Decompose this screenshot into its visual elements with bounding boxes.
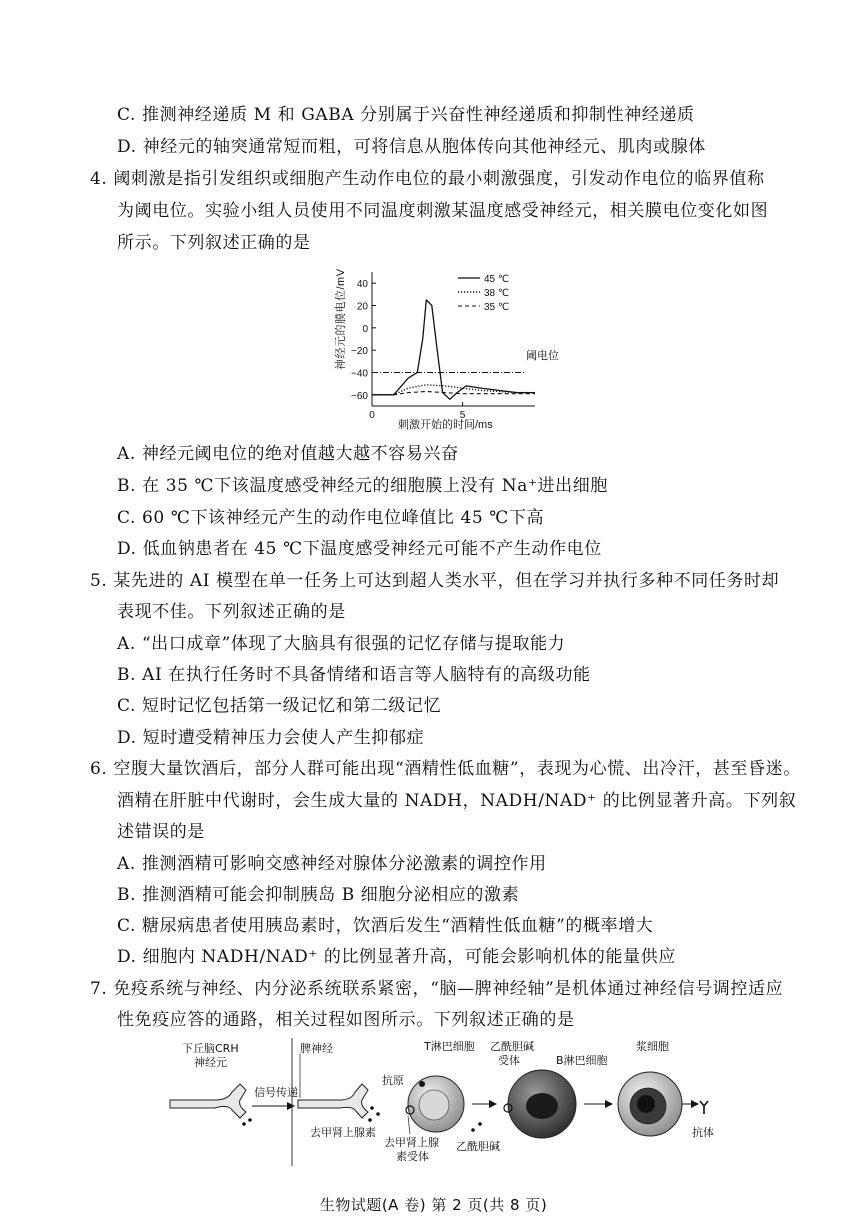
norepinephrine-label: 去甲肾上腺素 [310, 1126, 376, 1139]
ach-receptor-label-2: 受体 [498, 1054, 520, 1067]
option-3c: C. 推测神经递质 M 和 GABA 分别属于兴奋性神经递质和抑制性神经递质 [117, 105, 695, 125]
series-line-0 [372, 300, 535, 399]
antigen-label: 抗原 [382, 1074, 404, 1087]
x-tick-label: 0 [369, 410, 375, 421]
chart-series [372, 300, 535, 399]
y-tick-label: −20 [351, 346, 368, 358]
y-tick-label: 20 [356, 301, 368, 313]
page-footer: 生物试题(A 卷) 第 2 页(共 8 页) [319, 1196, 548, 1214]
option-3d: D. 神经元的轴突通常短而粗，可将信息从胞体传向其他神经元、肌肉或腺体 [117, 137, 706, 157]
y-tick-label: 40 [356, 279, 368, 291]
question-7-line-1: 7. 免疫系统与神经、内分泌系统联系紧密，“脑—脾神经轴”是机体通过神经信号调控适应 [90, 979, 784, 999]
plasma-cell-label: 浆细胞 [636, 1040, 669, 1053]
question-4-line-1: 4. 阈刺激是指引发组织或细胞产生动作电位的最小刺激强度，引发动作电位的临界值称 [90, 169, 765, 189]
antibody-label: 抗体 [692, 1126, 714, 1139]
question-6-line-1: 6. 空腹大量饮酒后，部分人群可能出现“酒精性低血糖”，表现为心慌、出冷汗，甚至昏迷。 [90, 759, 801, 779]
ach-receptor-label-1: 乙酰胆碱 [490, 1040, 534, 1053]
legend-label-1: 38 ℃ [484, 288, 510, 299]
question-4-line-2: 为阈电位。实验小组人员使用不同温度刺激某温度感受神经元，相关膜电位变化如图 [117, 201, 769, 221]
y-tick-label: −60 [351, 390, 368, 402]
question-5-line-2: 表现不佳。下列叙述正确的是 [117, 602, 346, 622]
legend-label-2: 35 ℃ [484, 302, 510, 313]
option-4b: B. 在 35 ℃下该温度感受神经元的细胞膜上没有 Na⁺进出细胞 [117, 476, 608, 496]
option-6b: B. 推测酒精可能会抑制胰岛 B 细胞分泌相应的激素 [117, 885, 520, 905]
threshold-label: 阈电位 [526, 350, 559, 362]
question-6-line-2: 酒精在肝脏中代谢时，会生成大量的 NADH，NADH/NAD⁺ 的比例显著升高。下列叙 [117, 791, 797, 811]
membrane-potential-chart [330, 260, 559, 440]
antibody-icon [700, 1101, 708, 1114]
t-lymphocyte [406, 1076, 464, 1132]
y-tick-label: −40 [351, 368, 368, 380]
ne-receptor-label-1: 去甲肾上腺 [384, 1136, 439, 1149]
y-axis-label: 神经元的膜电位/mV [335, 268, 347, 370]
option-4c: C. 60 ℃下该神经元产生的动作电位峰值比 45 ℃下高 [117, 508, 545, 528]
option-6d: D. 细胞内 NADH/NAD⁺ 的比例显著升高，可能会影响机体的能量供应 [117, 947, 676, 967]
splenic-nerve [298, 1084, 380, 1122]
option-6a: A. 推测酒精可影响交感神经对腺体分泌激素的调控作用 [117, 854, 547, 874]
crh-neuron-label-1: 下丘脑CRH [182, 1042, 239, 1055]
question-4-line-3: 所示。下列叙述正确的是 [117, 233, 311, 253]
option-5b: B. AI 在执行任务时不具备情绪和语言等人脑特有的高级功能 [117, 665, 591, 685]
x-axis-label: 刺激开始的时间/ms [398, 419, 493, 431]
brain-spleen-axis-diagram [160, 1034, 720, 1174]
option-6c: C. 糖尿病患者使用胰岛素时，饮酒后发生“酒精性低血糖”的概率增大 [117, 916, 654, 936]
chart-legend [458, 274, 509, 313]
ne-receptor-label-2: 素受体 [396, 1150, 429, 1163]
question-5-line-1: 5. 某先进的 AI 模型在单一任务上可达到超人类水平，但在学习并执行多种不同任务时却 [90, 571, 780, 591]
option-4d: D. 低血钠患者在 45 ℃下温度感受神经元可能不产生动作电位 [117, 539, 602, 559]
plasma-cell [618, 1072, 682, 1136]
question-7-line-2: 性免疫应答的通路，相关过程如图所示。下列叙述正确的是 [117, 1010, 575, 1030]
acetylcholine-label: 乙酰胆碱 [456, 1140, 500, 1153]
b-lymphocyte-label: B淋巴细胞 [556, 1054, 608, 1067]
legend-label-0: 45 ℃ [484, 274, 510, 285]
x-tick-label: 5 [459, 410, 466, 421]
signal-transmission-label: 信号传递 [254, 1086, 298, 1099]
question-6-line-3: 述错误的是 [117, 822, 205, 842]
y-tick-label: 0 [362, 323, 368, 335]
series-line-1 [372, 385, 535, 395]
option-5d: D. 短时遭受精神压力会使人产生抑郁症 [117, 728, 425, 748]
crh-neuron [170, 1084, 252, 1126]
splenic-nerve-label: 脾神经 [300, 1042, 333, 1055]
crh-neuron-label-2: 神经元 [194, 1056, 227, 1069]
option-4a: A. 神经元阈电位的绝对值越大越不容易兴奋 [117, 444, 459, 464]
option-5a: A. “出口成章”体现了大脑具有很强的记忆存储与提取能力 [117, 634, 566, 654]
option-5c: C. 短时记忆包括第一级记忆和第二级记忆 [117, 696, 442, 716]
b-lymphocyte [504, 1070, 576, 1138]
t-lymphocyte-label: T淋巴细胞 [424, 1040, 475, 1053]
